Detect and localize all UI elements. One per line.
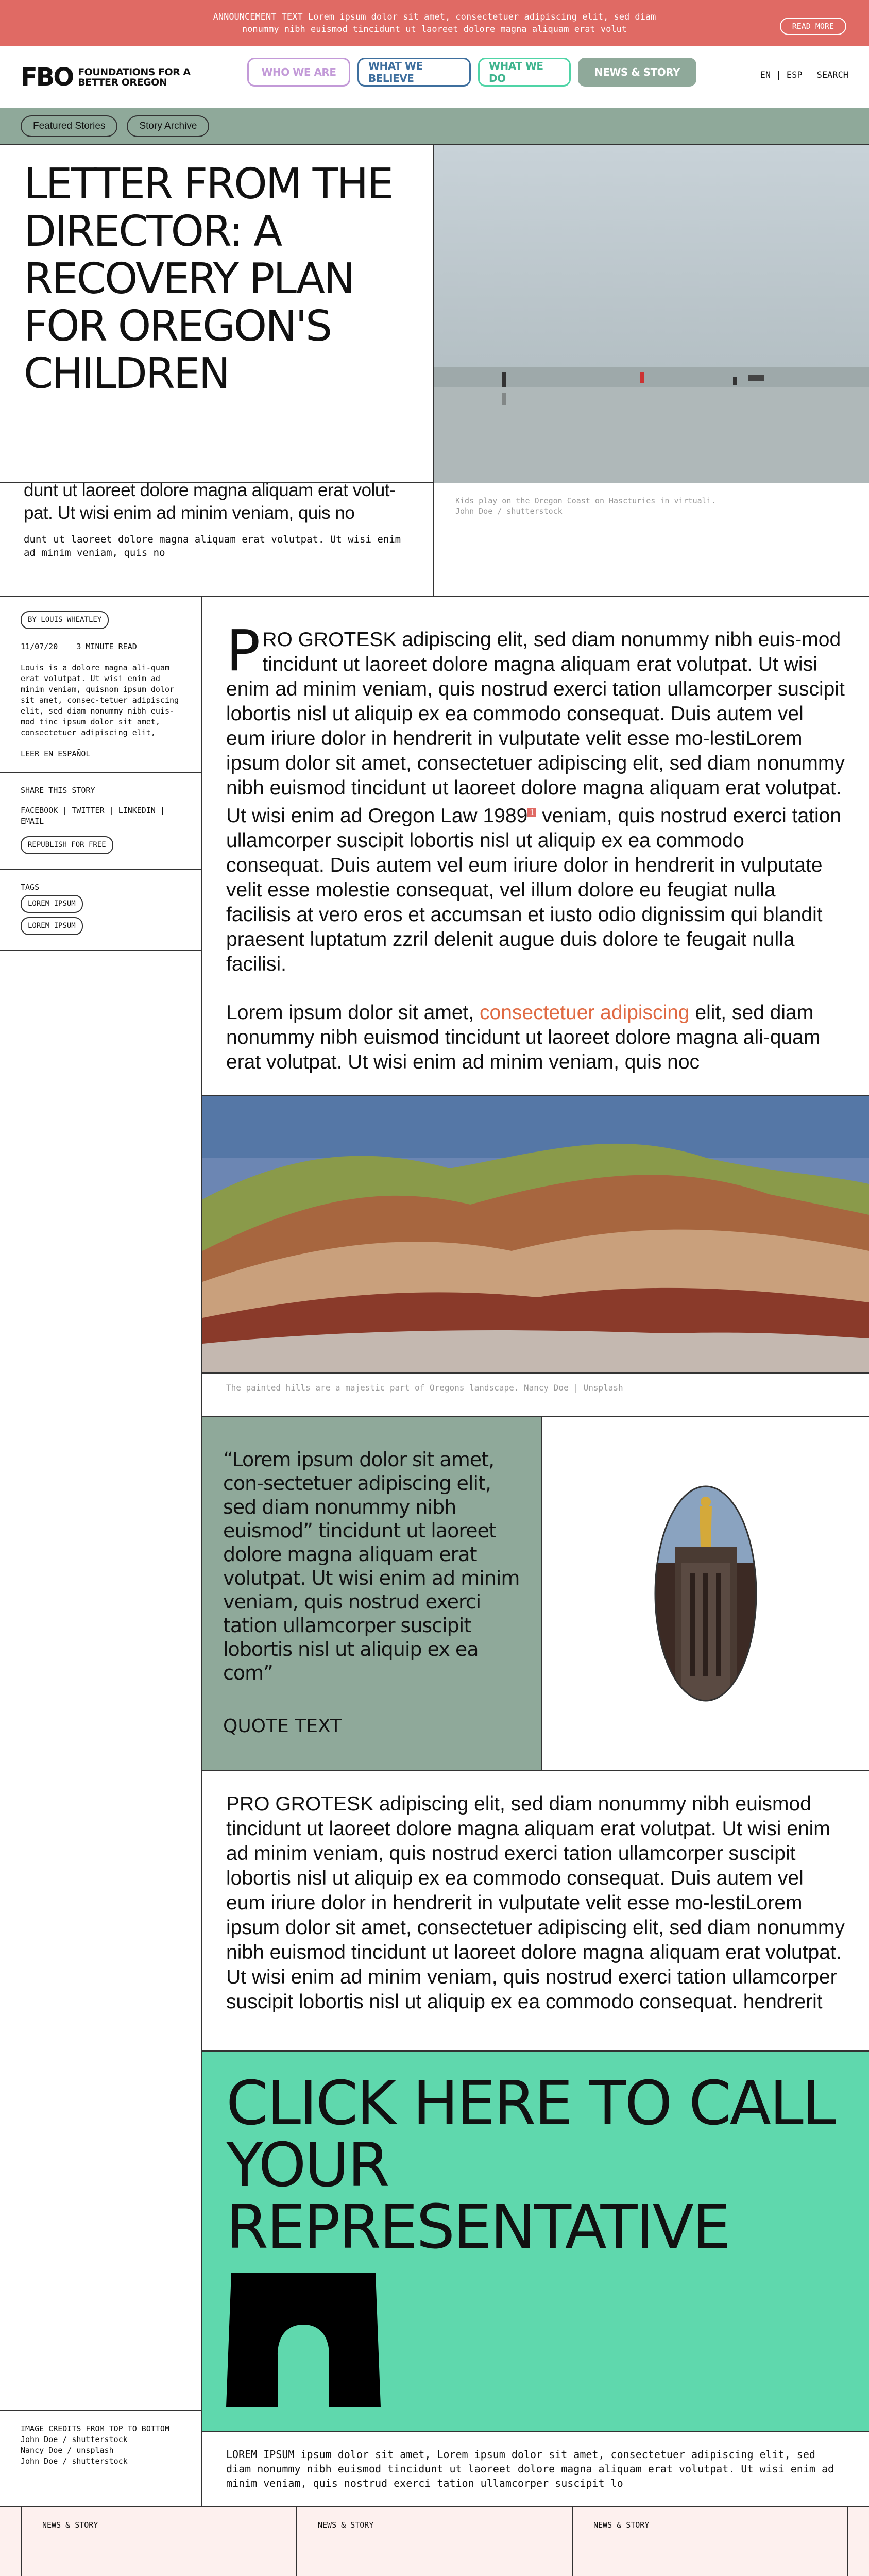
- beach-photo: [434, 145, 869, 483]
- capitol-image: [542, 1417, 869, 1770]
- article-dek-small: dunt ut laoreet dolore magna aliquam erat volutpat. Ut wisi enim ad minim veniam, quis no: [24, 534, 401, 558]
- language-switch: [760, 70, 803, 80]
- carousel-next-icon[interactable]: [848, 2507, 869, 2576]
- pull-quote-text: “Lorem ipsum dolor sit amet, con-sectetuer adipiscing elit, sed diam nonummy nibh euismod” tincidunt ut laoreet dolore magna aliquam erat volutpat. Ut wisi enim ad minim veniam, quis nostrud exerci tation ullamcorper suscipit lobortis nisl ut aliquip ex ea com”: [223, 1448, 520, 1684]
- article-meta: [21, 641, 181, 652]
- carousel-prev-icon[interactable]: [0, 2507, 21, 2576]
- article-main: [202, 597, 869, 2506]
- call-rep-cta[interactable]: [202, 2050, 869, 2432]
- drop-cap: P: [226, 618, 261, 684]
- tags-section: [0, 870, 201, 951]
- lang-esp[interactable]: ESP: [786, 70, 803, 80]
- tag-pill[interactable]: LOREM IPSUM: [21, 895, 83, 913]
- news-category: NEWS & STORY: [593, 2520, 650, 2530]
- cta-heading[interactable]: CLICK HERE TO CALL YOUR REPRESENTATIVE: [226, 2067, 834, 2262]
- news-card[interactable]: [21, 2507, 296, 2576]
- tag-pill[interactable]: LOREM IPSUM: [21, 917, 83, 935]
- logo-wordmark: FOUNDATIONS FOR A BETTER OREGON: [78, 66, 191, 88]
- author-bio: Louis is a dolore magna ali-quam erat volutpat. Ut wisi enim ad minim veniam, quisnom ipsum dolor sit amet, consec-tetuer adipiscing elit, sed diam nonummy nibh euis-mod tinc ipsum dolor sit amet, consectetuer adipiscing elit,: [21, 663, 179, 737]
- building-icon: [226, 2268, 386, 2407]
- credits-label: IMAGE CREDITS FROM TOP TO BOTTOM: [21, 2424, 169, 2433]
- read-time: 3 MINUTE READ: [76, 642, 137, 651]
- nav-news-story[interactable]: NEWS & STORY: [578, 58, 696, 87]
- republish-button[interactable]: REPUBLISH FOR FREE: [21, 836, 113, 854]
- author-pill[interactable]: BY LOUIS WHEATLEY: [21, 611, 109, 629]
- article-section-1: [202, 597, 869, 1095]
- quote-attribution: QUOTE TEXT: [223, 1716, 342, 1737]
- credits-list: John Doe / shutterstock Nancy Doe / unsplash John Doe / shutterstock: [21, 2435, 128, 2466]
- image-credits: [0, 2410, 201, 2479]
- news-card[interactable]: [296, 2507, 572, 2576]
- image-caption: The painted hills are a majestic part of Oregons landscape. Nancy Doe | Unsplash: [226, 1383, 623, 1393]
- article-title: LETTER FROM THE DIRECTOR: A RECOVERY PLAN FOR OREGON'S CHILDREN: [24, 160, 393, 398]
- sub-nav: [0, 108, 869, 145]
- inline-link[interactable]: consectetuer adipiscing: [480, 1002, 690, 1024]
- header-utilities: [760, 70, 848, 80]
- announcement-read-more-button[interactable]: READ MORE: [780, 18, 846, 35]
- article-body-grid: [0, 597, 869, 2507]
- share-links[interactable]: FACEBOOK | TWITTER | LINKEDIN | EMAIL: [21, 806, 165, 826]
- painted-hills-image: [202, 1095, 869, 1374]
- news-category: NEWS & STORY: [42, 2520, 98, 2530]
- related-news: [0, 2507, 869, 2576]
- news-category: NEWS & STORY: [318, 2520, 374, 2530]
- news-card[interactable]: [572, 2507, 848, 2576]
- site-logo[interactable]: [21, 63, 191, 92]
- article-endnote: LOREM IPSUM ipsum dolor sit amet, Lorem ipsum dolor sit amet, consectetuer adipiscing elit, sed diam nonummy nibh euismod tincidunt ut laoreet dolore magna aliquam erat volutpat. Ut wisi enim ad minim veniam, quis nostrud exerci tation ullamcorper suscipit lo: [226, 2448, 834, 2489]
- announcement-text: ANNOUNCEMENT TEXT Lorem ipsum dolor sit amet, consectetuer adipiscing elit, sed diam nonummy nibh euismod tincidunt ut laoreet dolore magna aliquam erat volut: [213, 12, 656, 35]
- search-link[interactable]: SEARCH: [816, 70, 848, 80]
- announcement-bar: [0, 0, 869, 46]
- share-section: [0, 773, 201, 870]
- nav-what-we-believe[interactable]: WHAT WE BELIEVE: [357, 58, 471, 87]
- site-header: [0, 46, 869, 108]
- lang-en[interactable]: EN: [760, 70, 771, 80]
- lang-separator: |: [776, 70, 781, 80]
- article-section-2: [202, 1771, 869, 2050]
- hero-caption: Kids play on the Oregon Coast on Hascturies in virtuali. John Doe / shutterstock: [455, 496, 716, 516]
- hero-image: [434, 145, 869, 483]
- subnav-story-archive[interactable]: Story Archive: [127, 115, 209, 137]
- footnote-marker[interactable]: 1: [527, 808, 536, 817]
- pull-quote-section: [202, 1416, 869, 1771]
- share-label: SHARE THIS STORY: [21, 786, 95, 795]
- nav-what-we-do[interactable]: WHAT WE DO: [478, 58, 571, 87]
- article-hero: [0, 145, 869, 483]
- main-nav: [247, 58, 696, 87]
- capitol-photo: [654, 1485, 757, 1702]
- article-paragraph: Lorem ipsum dolor sit amet, consectetuer adipiscing elit, sed diam nonummy nibh euismod tincidunt ut laoreet dolore magna ali-quam erat volutpat. Ut wisi enim ad minim veniam, quis noc: [226, 1002, 821, 1073]
- article-dek: dunt ut laoreet dolore magna aliquam erat volut-pat. Ut wisi enim ad minim veniam, quis no: [24, 480, 396, 523]
- spanish-link[interactable]: LEER EN ESPAÑOL: [21, 749, 91, 758]
- article-paragraph: PRO GROTESK adipiscing elit, sed diam nonummy nibh euismod tincidunt ut laoreet dolore magna aliquam erat volutpat. Ut wisi enim ad minim veniam, quis nostrud exerci tation ullamcorper suscipit lobortis nisl ut aliquip ex ea commodo consequat. Duis autem vel eum iriure dolor in hendrerit in vulputate velit esse mo-lestiLorem ipsum dolor sit amet, consectetuer adipiscing elit, sed diam nonummy nibh euismod tincidunt ut laoreet dolore magna aliquam erat volutpat. Ut wisi enim ad minim veniam, quis nostrud exerci tation ullamcorper suscipit lobortis nisl ut aliquip ex ea commodo consequat. hendrerit: [226, 1793, 845, 2013]
- article-date: 11/07/20: [21, 642, 58, 651]
- subnav-featured-stories[interactable]: Featured Stories: [21, 115, 117, 137]
- article-sidebar: [0, 597, 202, 2506]
- tags-label: TAGS: [21, 883, 40, 892]
- author-section: [0, 597, 201, 773]
- hero-text-column: [0, 145, 434, 483]
- article-paragraph: PRO GROTESK adipiscing elit, sed diam nonummy nibh euis-mod tincidunt ut laoreet dolore magna aliquam erat volutpat. Ut wisi enim ad minim veniam, quis nostrud exerci tation ullamcorper suscipit lobortis nisl ut aliquip ex ea commodo consequat. Duis autem vel eum iriure dolor in hendrerit in vulputate velit esse mo-lestiLorem ipsum dolor sit amet, consectetuer adipiscing elit, sed diam nonummy nibh euismod tincidunt ut laoreet dolore magna aliquam erat volutpat. Ut wisi enim ad Oregon Law 1989 $^1$ veniam, quis nostrud exerci tation ullamcorper suscipit lobortis nisl ut aliquip ex ea commodo consequat. Duis autem vel eum iriure dolor in hendrerit in vulputate velit esse molestie consequat, vel illum dolore eu feugiat nulla facilisis at vero eros et accumsan et iusto odio dignissim qui blandit praesent luptatum zzril delenit augue duis dolore te feugait nulla facilisi.: [226, 618, 845, 975]
- logo-mark: FBO: [21, 63, 73, 92]
- pull-quote: [202, 1417, 542, 1770]
- nav-who-we-are[interactable]: WHO WE ARE: [247, 58, 350, 87]
- painted-hills-photo: [202, 1096, 869, 1374]
